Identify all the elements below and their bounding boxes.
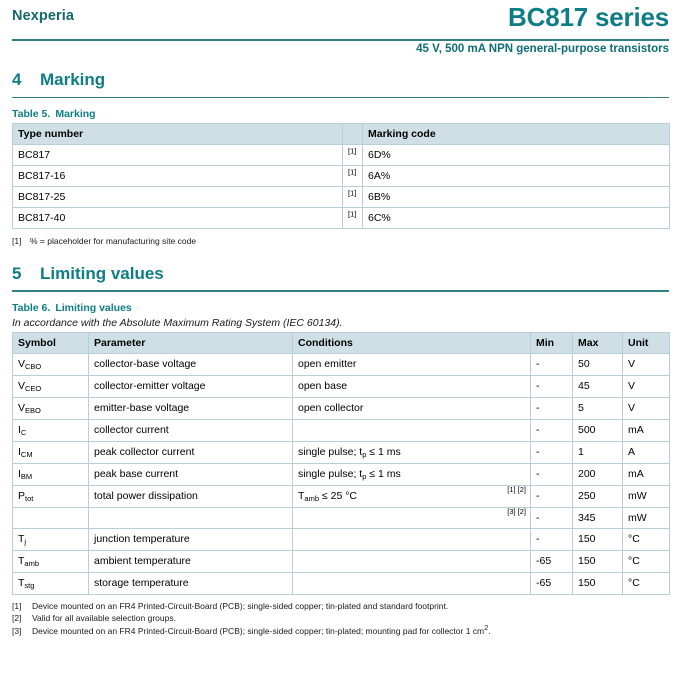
cell-min: - — [531, 375, 573, 397]
cell-conditions: [3] [2] — [293, 507, 531, 528]
column-header-parameter: Parameter — [89, 332, 293, 353]
footnote-marker: [2] — [12, 613, 22, 623]
table6-caption — [12, 302, 669, 314]
cell-conditions — [293, 397, 531, 419]
cell-conditions — [293, 463, 531, 485]
cell-marking-code: 6A% — [363, 166, 670, 187]
cell-parameter: storage temperature — [89, 572, 293, 594]
symbol-subscript: C — [20, 427, 27, 437]
cell-min: - — [531, 397, 573, 419]
table5-footnotes — [12, 235, 669, 248]
cell-unit: mW — [623, 485, 670, 507]
table5-caption-number: Table 5. — [12, 108, 51, 120]
cell-symbol — [13, 550, 89, 572]
conditions-subscript: amb — [304, 493, 320, 503]
footnote-item — [12, 235, 669, 248]
cell-unit: °C — [623, 528, 670, 550]
cell-unit: V — [623, 397, 670, 419]
table5-caption — [12, 108, 669, 120]
document-title: BC817 series — [508, 2, 669, 32]
cell-unit: A — [623, 441, 670, 463]
conditions-subscript: p — [362, 449, 367, 459]
cell-footnote-ref: [1] — [343, 145, 363, 166]
cell-footnote-ref: [1] — [343, 208, 363, 229]
symbol-subscript: EBO — [25, 405, 41, 415]
symbol-base: T — [18, 576, 25, 589]
table-row — [13, 572, 670, 594]
cell-symbol — [13, 572, 89, 594]
table6-caption-title: Limiting values — [55, 301, 132, 314]
table-row — [13, 145, 670, 166]
table-row — [13, 166, 670, 187]
cell-max: 150 — [573, 550, 623, 572]
footnote-marker: [1] — [12, 600, 22, 611]
table-row — [13, 187, 670, 208]
cell-parameter — [89, 507, 293, 528]
cell-conditions — [293, 375, 531, 397]
cell-type-number: BC817 — [13, 145, 343, 166]
conditions-tail: ≤ 1 ms — [366, 467, 401, 480]
column-header-unit: Unit — [623, 332, 670, 353]
table-row — [13, 441, 670, 463]
column-header-min: Min — [531, 332, 573, 353]
cell-parameter: junction temperature — [89, 528, 293, 550]
cell-type-number: BC817-40 — [13, 208, 343, 229]
cell-symbol — [13, 485, 89, 507]
cell-conditions — [293, 353, 531, 375]
section-number: 5 — [12, 263, 22, 283]
cell-conditions — [293, 419, 531, 441]
cell-parameter: total power dissipation — [89, 485, 293, 507]
table6-subcaption: In accordance with the Absolute Maximum Rating System (IEC 60134). — [12, 316, 343, 329]
cell-parameter: peak base current — [89, 463, 293, 485]
symbol-subscript: CEO — [25, 383, 42, 393]
column-header-type-number: Type number — [13, 124, 343, 145]
cell-type-number: BC817-16 — [13, 166, 343, 187]
header-divider — [12, 39, 669, 41]
cell-unit: V — [623, 375, 670, 397]
cell-max: 45 — [573, 375, 623, 397]
table6-footnotes — [12, 600, 669, 638]
section-title: Marking — [40, 70, 106, 89]
symbol-subscript: stg — [24, 580, 35, 590]
column-header-conditions: Conditions — [293, 332, 531, 353]
conditions-subscript: p — [362, 471, 367, 481]
cell-parameter: peak collector current — [89, 441, 293, 463]
cell-marking-code: 6D% — [363, 145, 670, 166]
table-limiting-values — [12, 332, 670, 595]
cell-unit: mA — [623, 463, 670, 485]
cell-min: - — [531, 528, 573, 550]
cell-unit: V — [623, 353, 670, 375]
table6-header-row — [13, 332, 670, 353]
table-row — [13, 397, 670, 419]
cell-unit: mA — [623, 419, 670, 441]
section-heading-5 — [12, 264, 669, 294]
cell-footnote-ref: [1] — [343, 166, 363, 187]
cell-symbol — [13, 353, 89, 375]
symbol-subscript: BM — [20, 471, 33, 481]
cell-symbol — [13, 507, 89, 528]
symbol-base: V — [18, 379, 26, 392]
footnote-text: Valid for all available selection groups. — [32, 613, 176, 623]
table-row — [13, 485, 670, 507]
table-marking — [12, 123, 670, 229]
symbol-base: I — [18, 423, 21, 436]
cell-max: 500 — [573, 419, 623, 441]
table-row — [13, 375, 670, 397]
cell-unit: °C — [623, 572, 670, 594]
footnote-marker: [1] — [12, 236, 22, 246]
table-row — [13, 507, 670, 528]
cell-symbol — [13, 397, 89, 419]
cell-marking-code: 6B% — [363, 187, 670, 208]
cell-footnote-ref: [1] — [343, 187, 363, 208]
cell-symbol — [13, 463, 89, 485]
conditions-tail: ≤ 25 °C — [319, 489, 357, 502]
footnote-text: % = placeholder for manufacturing site code — [30, 236, 197, 246]
symbol-base: T — [18, 532, 25, 545]
cell-conditions: $T_{amb} \le 25$ °C [1] [2] — [293, 485, 531, 507]
footnote-item — [12, 622, 669, 638]
section-limiting-values — [12, 262, 669, 638]
footnote-text-with-superscript — [32, 622, 669, 638]
cell-min: - — [531, 507, 573, 528]
cell-marking-code: 6C% — [363, 208, 670, 229]
section-heading-4 — [12, 70, 669, 100]
cell-symbol — [13, 419, 89, 441]
cell-max: 1 — [573, 441, 623, 463]
section-number: 4 — [12, 70, 22, 89]
footnote-item — [12, 600, 669, 613]
table6-caption-number: Table 6. — [12, 301, 51, 314]
symbol-base: P — [18, 489, 26, 502]
cell-max: 150 — [573, 528, 623, 550]
cell-unit: mW — [623, 507, 670, 528]
footnote-item — [12, 612, 669, 625]
column-header-footnote-spacer — [343, 124, 363, 145]
table-row — [13, 208, 670, 229]
symbol-subscript: j — [24, 536, 27, 546]
cell-conditions — [293, 572, 531, 594]
symbol-base: T — [18, 554, 25, 567]
cell-min: - — [531, 463, 573, 485]
table6-body — [13, 353, 670, 594]
symbol-base: I — [18, 467, 21, 480]
cell-conditions — [293, 550, 531, 572]
cell-min: - — [531, 419, 573, 441]
footnote-tail: . — [488, 625, 491, 636]
conditions-tail: ≤ 1 ms — [366, 445, 401, 458]
page-header — [0, 0, 681, 68]
table-row — [13, 353, 670, 375]
table5-header-row — [13, 124, 670, 145]
cell-symbol — [13, 441, 89, 463]
cell-max: 5 — [573, 397, 623, 419]
symbol-base: I — [18, 445, 21, 458]
cell-parameter: emitter-base voltage — [89, 397, 293, 419]
section-divider — [12, 290, 669, 292]
cell-max: 150 — [573, 572, 623, 594]
conditions-text: single pulse; t — [298, 467, 363, 480]
cell-min: - — [531, 353, 573, 375]
cell-conditions — [293, 528, 531, 550]
column-header-marking-code: Marking code — [363, 124, 670, 145]
column-header-symbol: Symbol — [13, 332, 89, 353]
cell-max: 50 — [573, 353, 623, 375]
cell-max: 345 — [573, 507, 623, 528]
cell-parameter: ambient temperature — [89, 550, 293, 572]
cell-parameter: collector-base voltage — [89, 353, 293, 375]
table5-caption-title: Marking — [55, 108, 96, 120]
cell-parameter: collector current — [89, 419, 293, 441]
symbol-subscript: amb — [24, 558, 40, 568]
cell-min: -65 — [531, 572, 573, 594]
column-header-max: Max — [573, 332, 623, 353]
table-row — [13, 419, 670, 441]
symbol-subscript: CM — [20, 449, 33, 459]
cell-min: - — [531, 485, 573, 507]
symbol-base: V — [18, 357, 26, 370]
footnote-text: Device mounted on an FR4 Printed-Circuit-Board (PCB); single-sided copper; tin-plated and standard footprint. — [32, 600, 449, 611]
conditions-text: open collector — [298, 401, 364, 414]
section-marking — [12, 68, 669, 248]
cell-conditions — [293, 441, 531, 463]
cell-symbol — [13, 375, 89, 397]
footnote-text: Device mounted on an FR4 Printed-Circuit-Board (PCB); single-sided copper; tin-plated; mounting pad for collector 1 cm — [32, 625, 485, 636]
section-title: Limiting values — [40, 263, 164, 283]
conditions-text: open emitter — [298, 357, 357, 370]
footnote-marker: [3] — [12, 625, 22, 636]
table-row — [13, 550, 670, 572]
cell-max: 250 — [573, 485, 623, 507]
footnote-superscript: 2 — [484, 622, 489, 632]
brand-logo: Nexperia — [12, 8, 75, 24]
cell-min: - — [531, 441, 573, 463]
cell-parameter: collector-emitter voltage — [89, 375, 293, 397]
table-row — [13, 463, 670, 485]
cell-symbol — [13, 528, 89, 550]
symbol-base: V — [18, 401, 26, 414]
cell-type-number: BC817-25 — [13, 187, 343, 208]
conditions-text: T — [298, 489, 305, 502]
symbol-subscript: CBO — [25, 361, 42, 371]
symbol-subscript: tot — [25, 493, 34, 503]
table-row — [13, 528, 670, 550]
cell-max: 200 — [573, 463, 623, 485]
document-subtitle: 45 V, 500 mA NPN general-purpose transistors — [416, 43, 669, 55]
cell-min: -65 — [531, 550, 573, 572]
cell-unit: °C — [623, 550, 670, 572]
section-divider — [12, 97, 669, 99]
conditions-text: single pulse; t — [298, 445, 363, 458]
conditions-text: open base — [298, 379, 348, 392]
